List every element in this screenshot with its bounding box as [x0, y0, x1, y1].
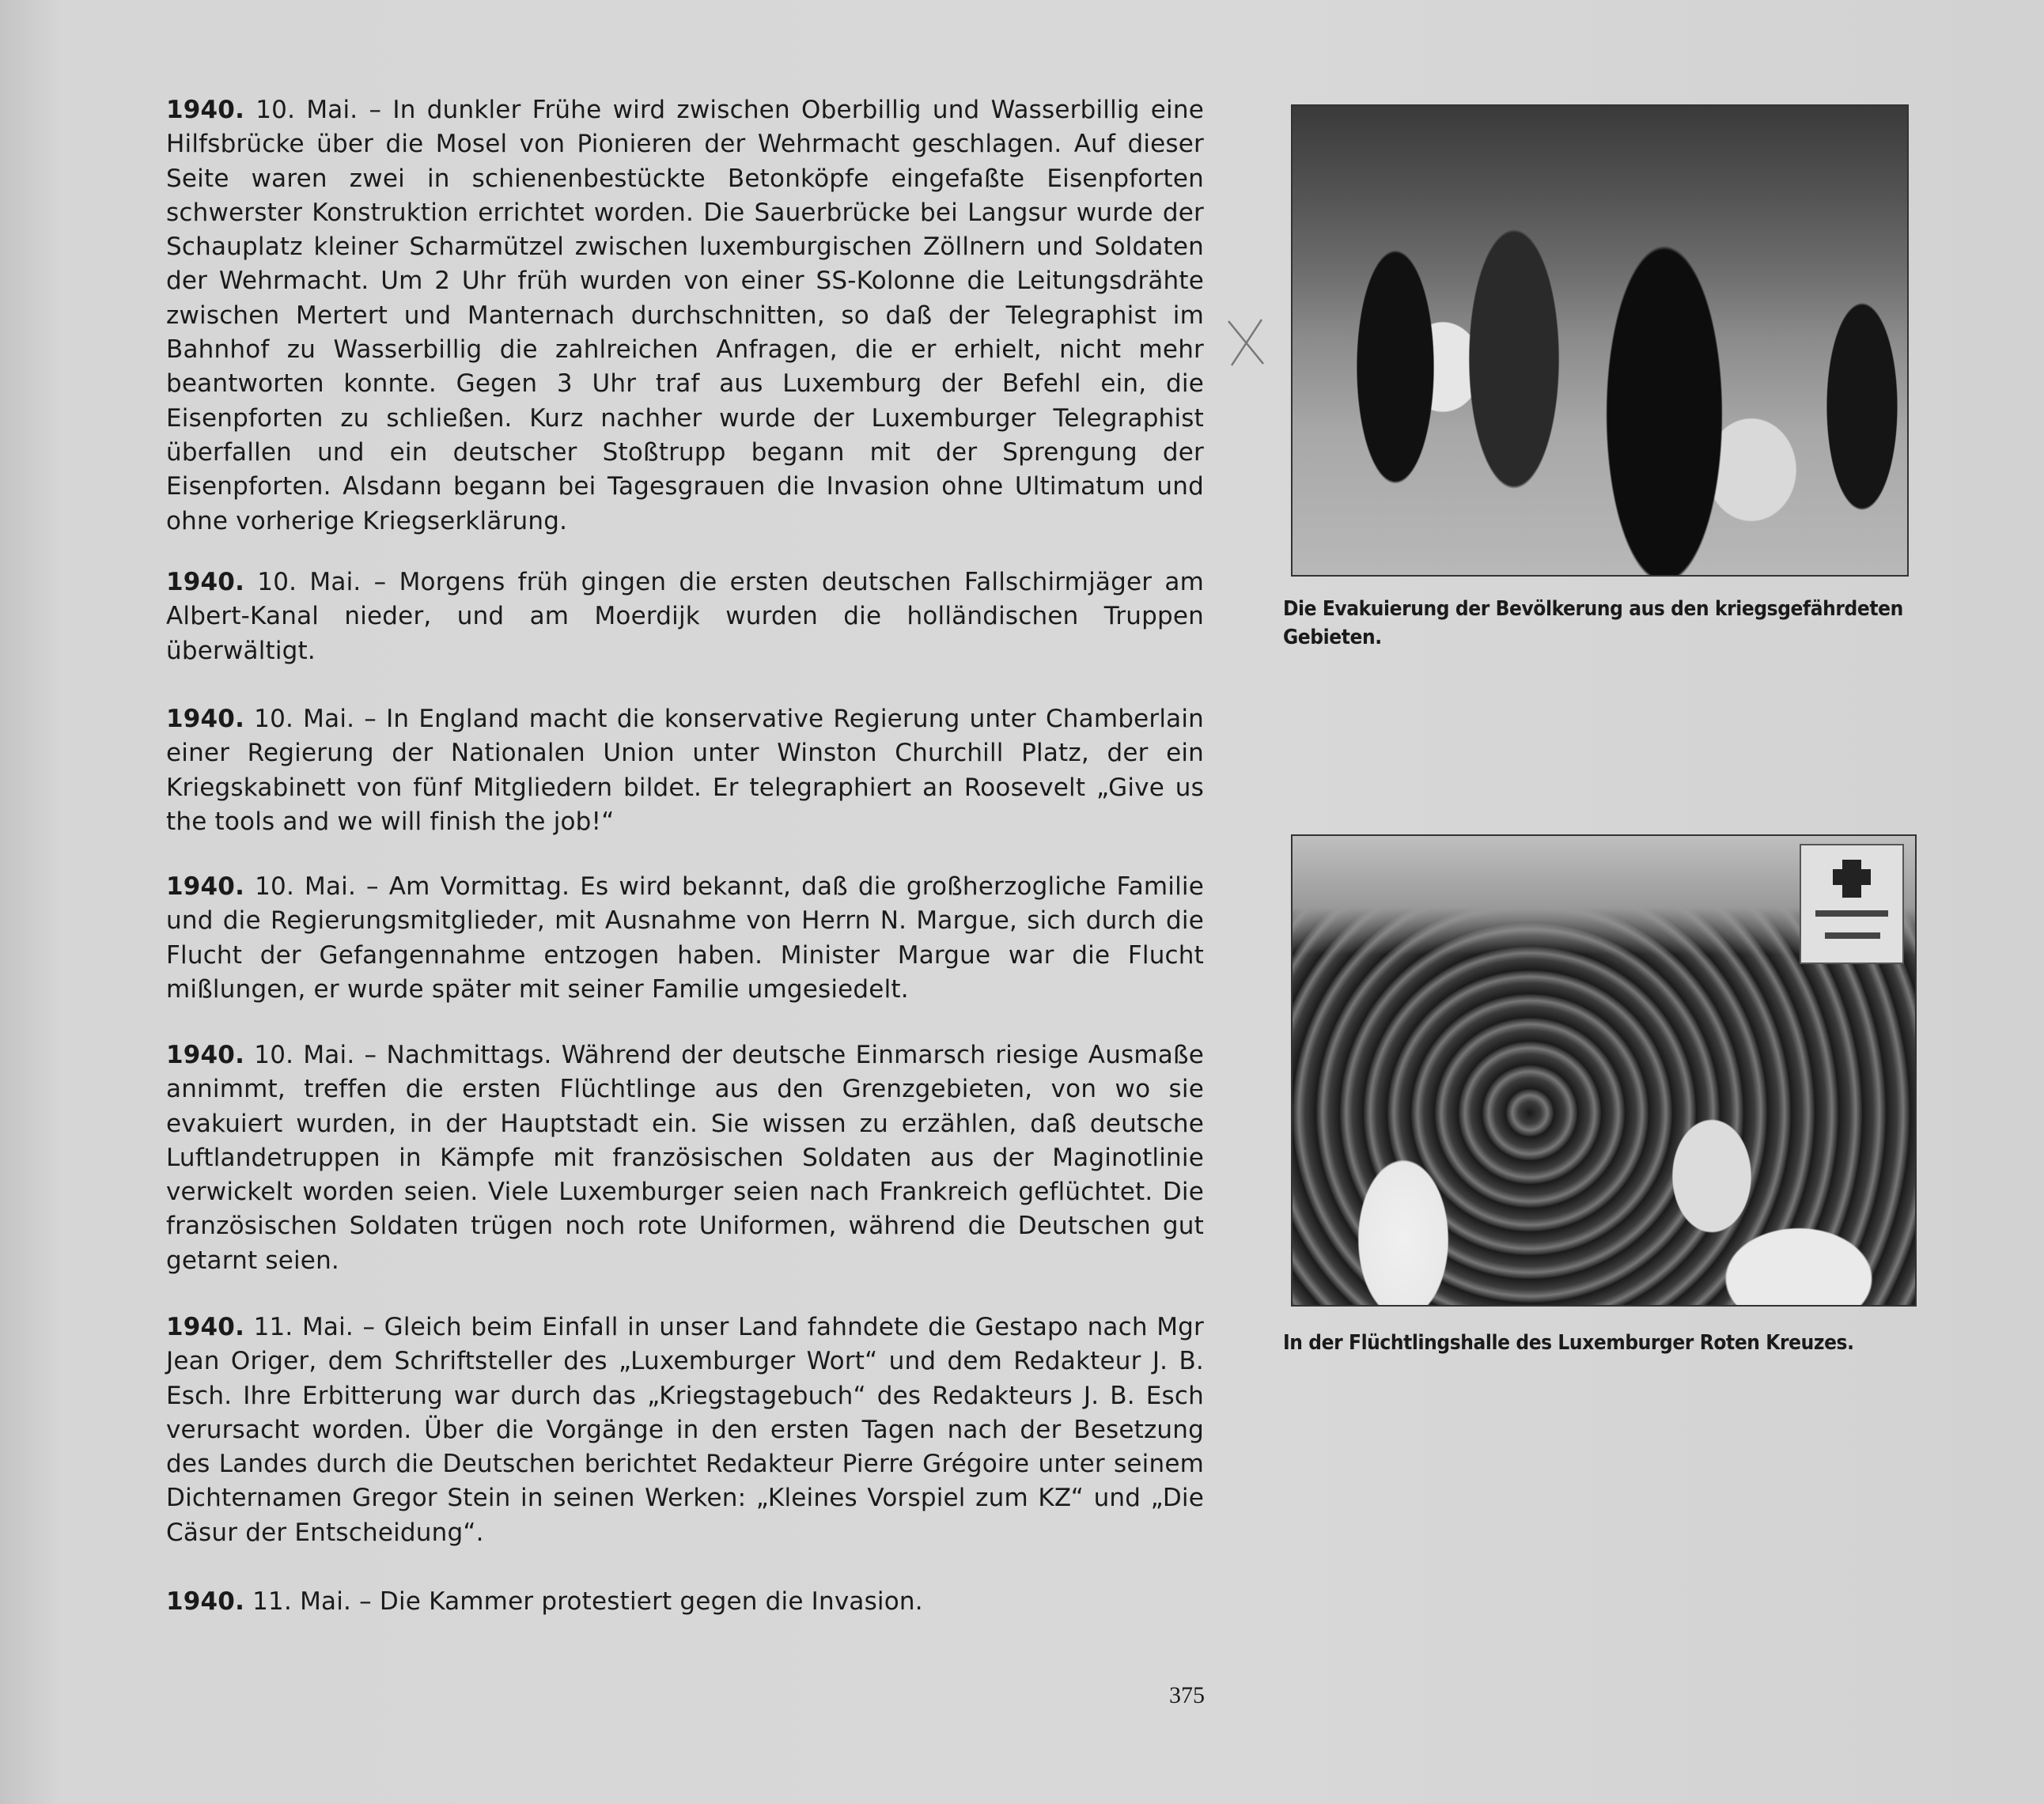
entry-text: 11. Mai. – Die Kammer protestiert gegen die Invasion.: [252, 1587, 923, 1616]
pencil-x-mark: [1222, 315, 1270, 370]
entry-year: 1940.: [166, 1587, 245, 1616]
entry-text: 11. Mai. – Gleich beim Einfall in unser Land fahndete die Gestapo nach Mgr Jean Origer, dem Schriftsteller des „Luxemburger Wort“ und dem Redakteur J. B. Esch. Ihre Erbitterung war durch das „Kriegstagebuch“ des Redakteurs J. B. Esch verursacht worden. Über die Vorgänge in den ersten Tagen nach der Besetzung des Landes durch die Deutschen berichtet Redakteur Pierre Grégoire unter seinem Dichternamen Gregor Stein in seinen Werken: „Kleines Vorspiel zum KZ“ und „Die Cäsur der Entscheidung“.: [166, 1313, 1204, 1547]
chronicle-entry: [166, 1310, 1204, 1550]
page-number: 375: [1169, 1682, 1205, 1708]
entry-year: 1940.: [166, 96, 245, 124]
chronicle-entry: [166, 565, 1204, 668]
entry-year: 1940.: [166, 1041, 245, 1069]
entry-text: 10. Mai. – Nachmittags. Während der deutsche Einmarsch riesige Ausmaße annimmt, treffen die ersten Flüchtlinge aus den Grenzgebieten, von wo sie evakuiert wurden, in der Hauptstadt ein. Sie wissen zu erzählen, daß deutsche Luftlandetruppen in Kämpfe mit französischen Soldaten aus der Maginotlinie verwickelt worden seien. Viele Luxemburger seien nach Frankreich geflüchtet. Die französischen Soldaten trügen noch rote Uniformen, während die Deutschen gut getarnt seien.: [166, 1041, 1204, 1275]
chronicle-entry: [166, 93, 1204, 539]
entry-year: 1940.: [166, 872, 245, 901]
figure-caption: Die Evakuierung der Bevölkerung aus den kriegsgefährdeten Gebieten.: [1283, 597, 1903, 649]
refugee-hall-photo: [1291, 834, 1917, 1307]
entry-year: 1940.: [166, 705, 245, 733]
entry-text: 10. Mai. – In dunkler Frühe wird zwischen Oberbillig und Wasserbillig eine Hilfsbrücke über die Mosel von Pionieren der Wehrmacht geschlagen. Auf dieser Seite waren zwei in schienenbestückte Betonköpfe eingefaßte Eisenpforten schwerster Konstruktion errichtet worden. Die Sauerbrücke bei Langsur wurde der Schauplatz kleiner Scharmützel zwischen luxemburgischen Zöllnern und Soldaten der Wehrmacht. Um 2 Uhr früh wurden von einer SS-Kolonne die Leitungsdrähte zwischen Mertert und Manternach durchschnitten, so daß der Telegraphist im Bahnhof zu Wasserbillig die zahlreichen Anfragen, die er erhielt, nicht mehr beantworten konnte. Gegen 3 Uhr traf aus Luxemburg der Befehl ein, die Eisenpforten zu schließen. Kurz nachher wurde der Luxemburger Telegraphist überfallen und ein deutscher Stoßtrupp begann mit der Sprengung der Eisenpforten. Alsdann begann bei Tagesgrauen die Invasion ohne Ultimatum und ohne vorherige Kriegserklärung.: [166, 96, 1204, 535]
entry-text: 10. Mai. – Am Vormittag. Es wird bekannt, daß die großherzogliche Familie und die Regierungsmitglieder, mit Ausnahme von Herrn N. Margue, sich durch die Flucht der Gefangennahme entzogen haben. Minister Margue war die Flucht mißlungen, er wurde später mit seiner Familie umgesiedelt.: [166, 872, 1204, 1004]
red-cross-sign: [1800, 844, 1904, 964]
figure-caption: In der Flüchtlingshalle des Luxemburger Roten Kreuzes.: [1283, 1331, 1854, 1355]
entry-text: 10. Mai. – Morgens früh gingen die ersten deutschen Fallschirmjäger am Albert-Kanal nieder, und am Moerdijk wurden die holländischen Truppen überwältigt.: [166, 568, 1204, 665]
chronicle-entry: [166, 702, 1204, 839]
chronicle-entry: [166, 870, 1204, 1007]
chronicle-entry: [166, 1585, 1204, 1619]
entry-year: 1940.: [166, 1313, 245, 1341]
red-cross-icon: [1842, 860, 1861, 898]
sign-text-line: [1815, 910, 1888, 917]
evacuation-photo: [1291, 104, 1909, 577]
chronicle-entry: [166, 1038, 1204, 1278]
entry-year: 1940.: [166, 568, 245, 596]
sign-text-line: [1825, 932, 1880, 939]
entry-text: 10. Mai. – In England macht die konservative Regierung unter Chamberlain einer Regierung der Nationalen Union unter Winston Churchill Platz, der ein Kriegskabinett von fünf Mitgliedern bildet. Er telegraphiert an Roosevelt „Give us the tools and we will finish the job!“: [166, 705, 1204, 836]
